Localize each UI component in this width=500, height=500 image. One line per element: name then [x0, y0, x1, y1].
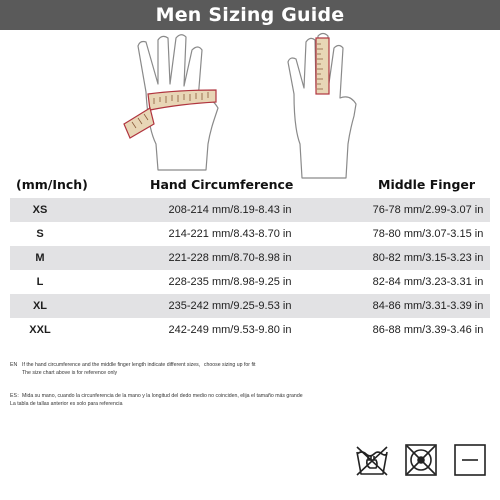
note-english: [10, 361, 255, 377]
middle-finger-length-illustration: [280, 32, 360, 180]
size-cell: XXL: [29, 324, 51, 336]
header-hand-circumference: Hand Circumference: [150, 177, 294, 192]
header-middle-finger: Middle Finger: [378, 177, 476, 192]
table-header: [10, 172, 490, 198]
hand-circumference-illustration: [118, 32, 236, 174]
note-es-label: ES：: [10, 393, 23, 399]
dry-flat-icon: [452, 442, 488, 478]
hand-cell: 214-221 mm/8.43-8.70 in: [168, 228, 292, 240]
note-en-label: EN: [10, 362, 18, 368]
no-hand-wash-icon: [354, 442, 390, 478]
table-row: [10, 318, 490, 342]
middle-cell: 78-80 mm/3.07-3.15 in: [372, 228, 484, 240]
size-cell: M: [35, 252, 45, 264]
table-row: [10, 198, 490, 222]
hand-cell: 208-214 mm/8.19-8.43 in: [168, 204, 292, 216]
table-row: [10, 294, 490, 318]
hand-cell: 242-249 mm/9.53-9.80 in: [168, 324, 292, 336]
size-cell: XS: [32, 204, 48, 216]
middle-cell: 86-88 mm/3.39-3.46 in: [372, 324, 484, 336]
size-table: [10, 172, 490, 342]
note-en-line2: The size chart above is for reference only: [22, 370, 118, 376]
page-title: Men Sizing Guide: [0, 0, 500, 30]
table-row: [10, 246, 490, 270]
hand-cell: 221-228 mm/8.70-8.98 in: [168, 252, 292, 264]
hand-cell: 228-235 mm/8.98-9.25 in: [168, 276, 292, 288]
table-row: [10, 222, 490, 246]
header-size: (mm/Inch): [16, 177, 88, 192]
note-spanish: [10, 392, 303, 408]
no-machine-wash-icon: [403, 442, 439, 478]
note-en-line1: If the hand circumference and the middle finger length indicate different sizes，choose sizing up for fit: [22, 362, 256, 368]
size-cell: S: [36, 228, 44, 240]
note-es-line2: La tabla de tallas anterior es solo para referencia: [10, 401, 123, 407]
size-cell: L: [36, 276, 44, 288]
table-row: [10, 270, 490, 294]
middle-cell: 84-86 mm/3.31-3.39 in: [372, 300, 484, 312]
middle-cell: 76-78 mm/2.99-3.07 in: [372, 204, 484, 216]
size-cell: XL: [32, 300, 48, 312]
middle-cell: 80-82 mm/3.15-3.23 in: [372, 252, 484, 264]
note-es-line1: Mida su mano, cuando la circunferencia de la mano y la longitud del dedo medio no coinciden, elija el tamaño más grande: [22, 393, 303, 399]
middle-cell: 82-84 mm/3.23-3.31 in: [372, 276, 484, 288]
hand-cell: 235-242 mm/9.25-9.53 in: [168, 300, 292, 312]
